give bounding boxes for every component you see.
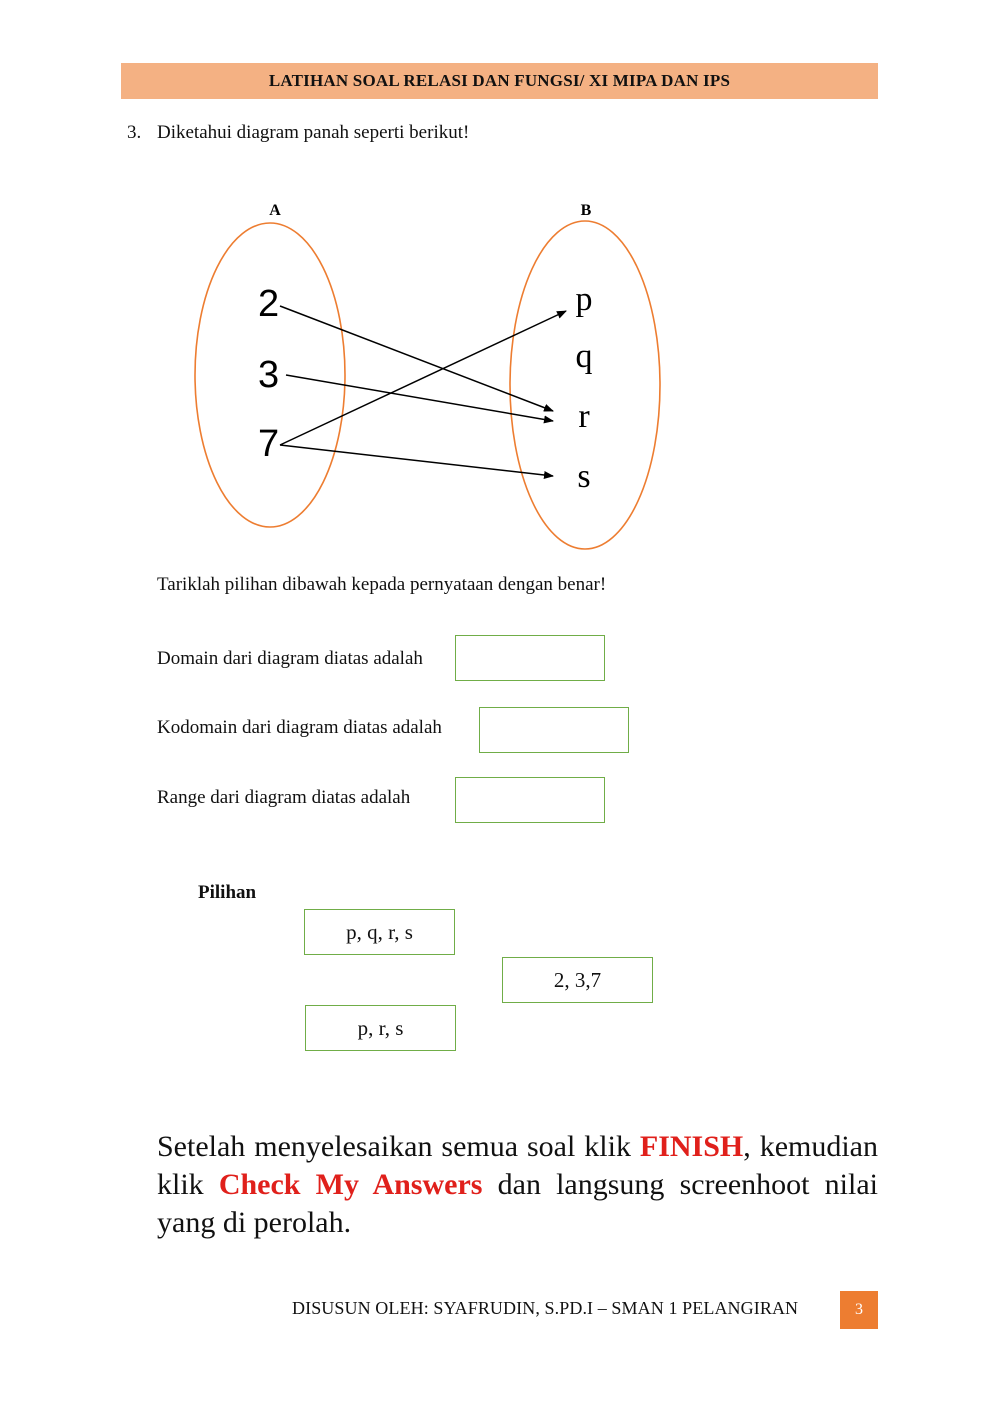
arrow-7-to-s (280, 445, 553, 476)
page-number: 3 (855, 1301, 863, 1318)
set-b-element-q: q (575, 338, 593, 375)
question-number: 3. (127, 122, 142, 143)
kodomain-drop-box[interactable] (479, 707, 629, 753)
arrow-2-to-r (280, 306, 553, 411)
pilihan-label: Pilihan (198, 882, 257, 903)
finish-keyword: FINISH (639, 1130, 744, 1163)
arrow-7-to-p (280, 311, 566, 445)
question-text: Diketahui diagram panah seperti berikut! (157, 122, 470, 143)
page-number-badge (840, 1291, 878, 1329)
domain-statement: Domain dari diagram diatas adalah (157, 648, 423, 669)
set-a-element-7: 7 (258, 423, 280, 465)
final-instruction (157, 1128, 878, 1242)
instruction-text: Tariklah pilihan dibawah kepada pernyataan dengan benar! (157, 574, 607, 595)
set-b-element-r: r (578, 398, 590, 435)
final-text-part3: dan langsung screenhoot nilai yang di perolah. (157, 1168, 878, 1239)
set-a-element-3: 3 (258, 354, 280, 396)
set-a-element-2: 2 (258, 283, 280, 325)
set-b-label: B (580, 202, 592, 219)
set-a-label: A (269, 202, 281, 219)
check-answers-keyword: Check My Answers (218, 1168, 483, 1201)
option-label: p, r, s (357, 1015, 404, 1040)
domain-drop-box[interactable] (455, 635, 605, 681)
final-text-part1: Setelah menyelesaikan semua soal klik (157, 1130, 640, 1163)
arrow-3-to-r (286, 375, 553, 421)
final-text-part2: , kemudian klik (157, 1130, 878, 1201)
option-pqrs[interactable] (304, 909, 455, 955)
kodomain-statement: Kodomain dari diagram diatas adalah (157, 717, 442, 738)
set-b-element-s: s (577, 458, 591, 495)
option-label: 2, 3,7 (553, 967, 602, 992)
option-237[interactable] (502, 957, 653, 1003)
arrow-diagram (0, 0, 1000, 600)
option-prs[interactable] (305, 1005, 456, 1051)
range-drop-box[interactable] (455, 777, 605, 823)
header-title: LATIHAN SOAL RELASI DAN FUNGSI/ XI MIPA DAN IPS (268, 71, 731, 90)
option-label: p, q, r, s (346, 919, 413, 944)
set-b-element-p: p (575, 281, 593, 318)
range-statement: Range dari diagram diatas adalah (157, 787, 411, 808)
footer-author: DISUSUN OLEH: SYAFRUDIN, S.PD.I – SMAN 1 PELANGIRAN (292, 1298, 799, 1318)
set-b-ellipse (510, 221, 660, 549)
